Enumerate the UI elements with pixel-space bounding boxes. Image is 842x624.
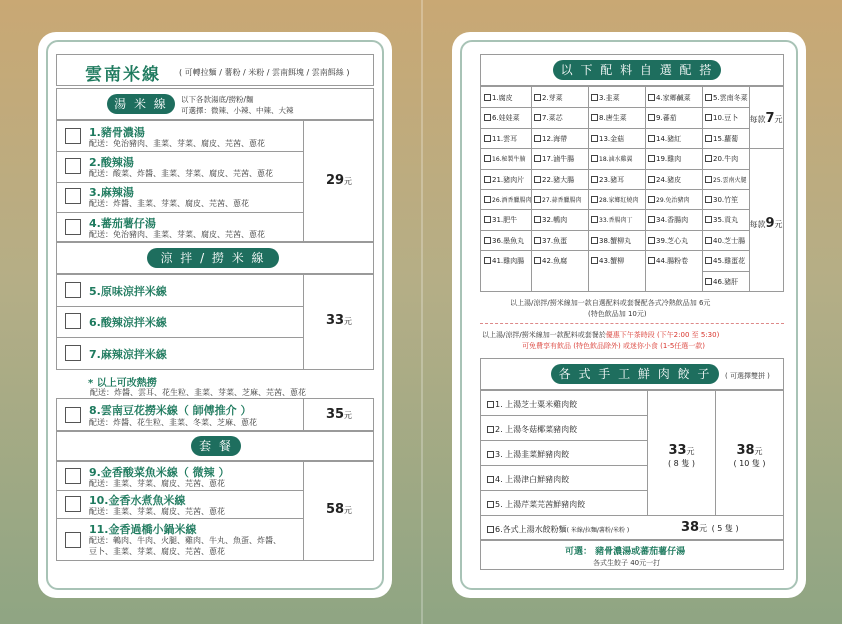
set-item-10-detail: 配送：韭菜、芽菜、腐皮、芫茜、蔥花 [89,507,225,516]
set-item-11-name: 11.金香過橋小鍋米線 [89,523,197,536]
drink-note-1b: (特色飲品加 10元) [588,310,647,318]
topping-item[interactable]: 16.秘製牛腩 [484,154,526,163]
toppings-title: 以 下 配 料 自 選 配 搭 [553,60,721,80]
toppings-title-box [480,54,784,86]
set-item-9-name: 9.金香酸菜魚米線（ 微辣 ） [89,466,230,479]
topping-item[interactable]: 44.腸粉卷 [648,256,688,266]
topping-item[interactable]: 2.芽菜 [534,93,563,103]
topping-item[interactable]: 37.魚蛋 [534,236,567,246]
topping-item[interactable]: 38.蟹柳丸 [591,236,631,246]
soup-item-1-detail: 配送：免治豬肉、韭菜、芽菜、腐皮、芫茜、蔥花 [89,139,265,148]
left-menu-page [38,32,392,598]
soup-note-2: 可選擇：微辣、小辣、中辣、大辣 [181,106,294,115]
soup-item-2-name: 2.酸辣湯 [89,156,134,169]
topping-item[interactable]: 8.唐生菜 [591,113,627,123]
topping-item[interactable]: 15.蘿蔔 [705,134,738,144]
soup-item-4-detail: 配送：免治豬肉、韭菜、芽菜、腐皮、芫茜、蔥花 [89,230,265,239]
special-price: 35元 [325,407,353,422]
topping-item[interactable]: 36.墨魚丸 [484,236,524,246]
cold-item-6-name: 6.酸辣涼拌米線 [89,316,167,329]
topping-item[interactable]: 25.雲南火腿 [705,175,747,184]
topping-item[interactable]: 39.芝心丸 [648,236,688,246]
topping-item[interactable]: 34.香腸肉 [648,215,688,225]
topping-item[interactable]: 10.豆卜 [705,113,738,123]
cold-item-6-checkbox[interactable] [65,313,81,329]
set-item-11-detail-2: 豆卜、韭菜、芽菜、腐皮、芫茜、蔥花 [89,547,225,556]
topping-price-a: 每款7元 [749,111,783,127]
cold-hot-note-detail: 配送：炸醬、雲耳、花生粒、韭菜、芽菜、芝麻、芫茜、蔥花 [90,388,306,397]
soup-items-table [56,120,374,242]
topping-item[interactable]: 28.家鄉紅燒肉 [591,195,639,204]
dumpling-item-2[interactable]: 2. 上湯冬菇椰菜豬肉餃 [487,424,577,435]
topping-item[interactable]: 21.豬肉片 [484,175,524,185]
set-item-10-name: 10.金香水煮魚米線 [89,494,186,507]
footer-raw-dumpling: 各式生餃子 40元一打 [593,559,661,567]
topping-item[interactable]: 9.蕃茄 [648,113,677,123]
set-item-9-checkbox[interactable] [65,468,81,484]
topping-item[interactable]: 3.韭菜 [591,93,620,103]
special-item-8-name: 8.雲南豆花撈米線（ 師傅推介 ） [89,404,252,417]
topping-item[interactable]: 14.豬紅 [648,134,681,144]
topping-item[interactable]: 17.滷牛腸 [534,154,574,164]
cold-item-5-name: 5.原味涼拌米線 [89,285,167,298]
topping-item[interactable]: 30.竹笙 [705,195,738,205]
topping-item[interactable]: 46.豬肝 [705,277,738,287]
cold-item-5-checkbox[interactable] [65,282,81,298]
topping-item[interactable]: 4.家鄉鹹菜 [648,93,691,103]
topping-item[interactable]: 22.豬大腸 [534,175,574,185]
topping-item[interactable]: 5.雲南冬菜 [705,93,748,103]
cold-item-7-name: 7.麻辣涼拌米線 [89,348,167,361]
soup-item-1-name: 1.豬骨濃湯 [89,126,145,139]
footer-soup-choice: 可選： 豬骨濃湯或蕃茄薯仔湯 [565,547,686,557]
soup-item-3-checkbox[interactable] [65,188,81,204]
topping-item[interactable]: 27.蒜香臘腸肉 [534,195,582,204]
page-fold [421,0,423,624]
topping-item[interactable]: 41.雞肉腸 [484,256,524,266]
topping-item[interactable]: 40.芝士腸 [705,236,745,246]
dumpling-item-4[interactable]: 4. 上湯津白鮮豬肉餃 [487,474,569,485]
set-items-table [56,461,374,561]
menu-title: 雲南米線 [85,65,161,85]
topping-item[interactable]: 13.金菇 [591,134,624,144]
footer-box [480,540,784,570]
cold-item-7-checkbox[interactable] [65,345,81,361]
soup-item-3-detail: 配送：炸醬、韭菜、芽菜、腐皮、芫茜、蔥花 [89,199,249,208]
soup-item-2-checkbox[interactable] [65,158,81,174]
tea-note-3: 可免費享有飲品 (特色飲品除外) 或迷你小食 (1-5任選一款) [522,342,706,350]
topping-item[interactable]: 29.免治豬肉 [648,195,690,204]
dumpling-item-1[interactable]: 1. 上湯芝士粟米雞肉餃 [487,399,577,410]
soup-item-1-checkbox[interactable] [65,128,81,144]
dumpling-price-10: 38元 ( 10 隻 ) [733,443,766,468]
topping-item[interactable]: 32.鵪肉 [534,215,567,225]
soup-item-2-detail: 配送：酸菜、炸醬、韭菜、芽菜、腐皮、芫茜、蔥花 [89,169,273,178]
dumpling-item-6[interactable]: 6.各式上湯水餃粉麵( 米線/拉麵/薯粉/米粉 ) [487,524,629,535]
cold-section-label: 涼 拌 / 撈 米 線 [147,248,279,268]
topping-item[interactable]: 45.雞蛋花 [705,256,745,266]
dumpling-price-8: 33元 ( 8 隻 ) [668,443,695,468]
set-item-11-detail: 配送：鵪肉、牛肉、火腿、雞肉、牛丸、魚蛋、炸醬、 [89,536,281,545]
topping-item[interactable]: 11.雲耳 [484,134,517,144]
dumpling-item-3[interactable]: 3. 上湯韭菜鮮豬肉餃 [487,449,569,460]
set-item-9-detail: 配送：韭菜、芽菜、腐皮、芫茜、蔥花 [89,479,225,488]
dumpling-title-note: ( 可選擇雙拼 ) [725,372,770,380]
soup-price: 29元 [325,173,353,188]
toppings-grid [480,86,784,292]
topping-item[interactable]: 23.豬耳 [591,175,624,185]
dumpling-title: 各 式 手 工 鮮 肉 餃 子 [551,364,719,384]
soup-section-label: 湯 米 線 [107,94,175,114]
topping-item[interactable]: 6.娃娃菜 [484,113,520,123]
special-item-8-detail: 配送：炸醬、花生粒、韭菜、冬菜、芝麻、蔥花 [89,418,257,427]
topping-item[interactable]: 19.雞肉 [648,154,681,164]
topping-item[interactable]: 35.貢丸 [705,215,738,225]
cold-hot-note: * 以上可改熱撈 [88,378,157,389]
soup-header-box [56,88,374,120]
set-section-label: 套 餐 [191,436,241,456]
dashed-divider [480,323,784,324]
cold-price: 33元 [325,313,353,328]
cold-header-box [56,242,374,274]
tea-note-2: 以上湯/涼拌/撈米線加一款配料或套餐於優惠下午茶時段 (下午2:00 至 5:30) [482,331,720,339]
topping-item[interactable]: 33.香腸肉丁 [591,215,633,224]
soup-item-4-checkbox[interactable] [65,219,81,235]
special-item-table [56,398,374,431]
menu-title-note: ( 可轉拉麵 / 薯粉 / 米粉 / 雲南餌塊 / 雲南餌絲 ) [179,68,350,77]
special-item-8-checkbox[interactable] [65,407,81,423]
topping-item[interactable]: 18.滷水雞翼 [591,154,633,163]
title-box [56,54,374,86]
drink-note-1: 以上湯/涼拌/撈米線加一款自選配料或套餐配各式冷熱飲品加 6元 [510,299,711,307]
topping-item[interactable]: 24.豬皮 [648,175,681,185]
topping-item[interactable]: 26.酒香臘腸肉 [484,195,532,204]
topping-item[interactable]: 12.海帶 [534,134,567,144]
topping-item[interactable]: 43.蟹柳 [591,256,624,266]
dumpling-price-noodle: 38元 ( 5 隻 ) [681,520,739,535]
soup-item-4-name: 4.蕃茄薯仔湯 [89,217,156,230]
right-menu-page [452,32,806,598]
topping-item[interactable]: 7.菜芯 [534,113,563,123]
topping-item[interactable]: 42.魚腐 [534,256,567,266]
soup-item-3-name: 3.麻辣湯 [89,186,134,199]
topping-price-b: 每款9元 [749,215,783,231]
dumpling-title-box [480,358,784,390]
topping-item[interactable]: 20.牛肉 [705,154,738,164]
topping-item[interactable]: 31.肥牛 [484,215,517,225]
set-item-10-checkbox[interactable] [65,496,81,512]
topping-item[interactable]: 1.腐皮 [484,93,513,103]
soup-note-1: 以下各款湯底/撈粉/麵 [181,95,254,104]
dumpling-item-5[interactable]: 5. 上湯芹菜芫茜鮮豬肉餃 [487,499,585,510]
cold-items-table [56,274,374,370]
set-header-box [56,431,374,461]
set-item-11-checkbox[interactable] [65,532,81,548]
set-price: 58元 [325,502,353,517]
dumpling-table [480,390,784,540]
